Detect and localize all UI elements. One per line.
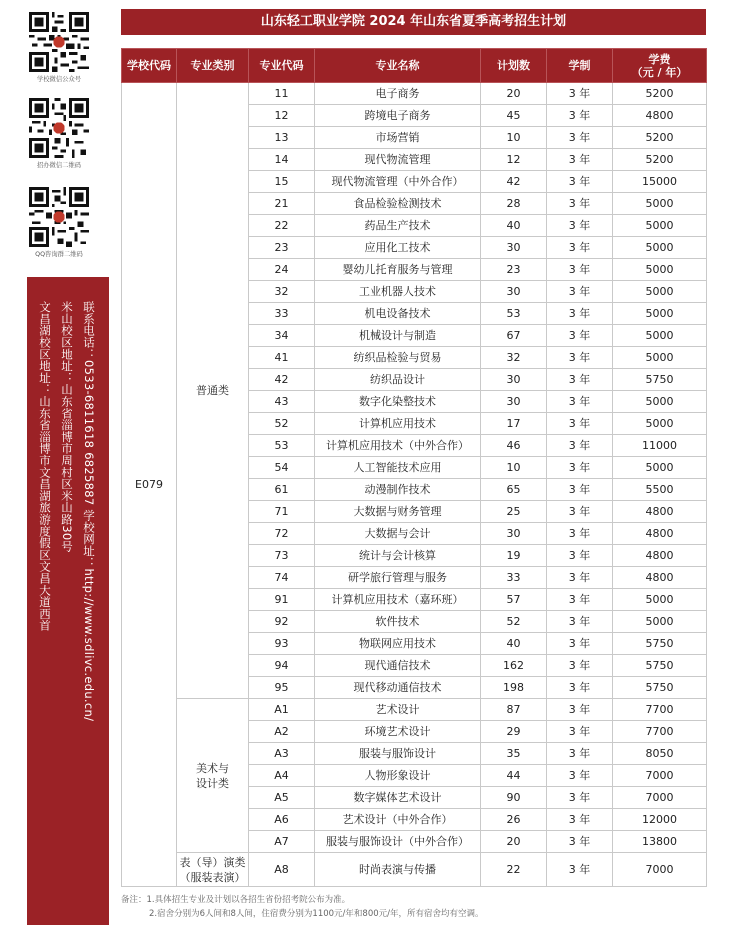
duration-cell: 3 年 xyxy=(547,127,613,149)
tuition-cell: 5000 xyxy=(613,237,707,259)
duration-cell: 3 年 xyxy=(547,655,613,677)
qr-wechat-official xyxy=(28,12,90,84)
major-name-cell: 软件技术 xyxy=(315,611,481,633)
major-name-cell: 婴幼儿托育服务与管理 xyxy=(315,259,481,281)
major-name-cell: 大数据与财务管理 xyxy=(315,501,481,523)
qr-qq-group xyxy=(28,187,90,259)
header-duration: 学制 xyxy=(547,49,613,83)
contact-banner xyxy=(27,277,109,925)
duration-cell: 3 年 xyxy=(547,721,613,743)
duration-cell: 3 年 xyxy=(547,325,613,347)
tuition-cell: 5200 xyxy=(613,83,707,105)
plan-count-cell: 20 xyxy=(481,83,547,105)
duration-cell: 3 年 xyxy=(547,479,613,501)
major-name-cell: 跨境电子商务 xyxy=(315,105,481,127)
plan-count-cell: 198 xyxy=(481,677,547,699)
tuition-cell: 5000 xyxy=(613,325,707,347)
category-cell: 普通类 xyxy=(177,83,249,699)
table-row xyxy=(122,83,707,105)
major-code-cell: 92 xyxy=(249,611,315,633)
plan-count-cell: 22 xyxy=(481,853,547,887)
major-name-cell: 数字媒体艺术设计 xyxy=(315,787,481,809)
major-name-cell: 时尚表演与传播 xyxy=(315,853,481,887)
tuition-cell: 5750 xyxy=(613,369,707,391)
note-1: 备注：1.具体招生专业及计划以各招生省份招考院公布为准。 xyxy=(121,895,351,905)
plan-count-cell: 28 xyxy=(481,193,547,215)
qr-caption: QQ咨询群二维码 xyxy=(35,250,83,258)
tuition-cell: 5200 xyxy=(613,127,707,149)
plan-count-cell: 20 xyxy=(481,831,547,853)
duration-cell: 3 年 xyxy=(547,853,613,887)
major-code-cell: 22 xyxy=(249,215,315,237)
tuition-cell: 5200 xyxy=(613,149,707,171)
plan-count-cell: 44 xyxy=(481,765,547,787)
major-name-cell: 研学旅行管理与服务 xyxy=(315,567,481,589)
left-sidebar xyxy=(0,0,118,929)
major-code-cell: A6 xyxy=(249,809,315,831)
major-name-cell: 现代通信技术 xyxy=(315,655,481,677)
plan-count-cell: 57 xyxy=(481,589,547,611)
duration-cell: 3 年 xyxy=(547,809,613,831)
major-name-cell: 现代移动通信技术 xyxy=(315,677,481,699)
major-code-cell: 33 xyxy=(249,303,315,325)
major-code-cell: 72 xyxy=(249,523,315,545)
duration-cell: 3 年 xyxy=(547,303,613,325)
major-name-cell: 机械设计与制造 xyxy=(315,325,481,347)
plan-count-cell: 32 xyxy=(481,347,547,369)
major-code-cell: 93 xyxy=(249,633,315,655)
major-name-cell: 纺织品检验与贸易 xyxy=(315,347,481,369)
duration-cell: 3 年 xyxy=(547,237,613,259)
qr-caption: 学校微信公众号 xyxy=(36,75,82,83)
tuition-cell: 5000 xyxy=(613,457,707,479)
plan-count-cell: 30 xyxy=(481,391,547,413)
major-code-cell: 43 xyxy=(249,391,315,413)
major-code-cell: 41 xyxy=(249,347,315,369)
duration-cell: 3 年 xyxy=(547,633,613,655)
major-code-cell: A7 xyxy=(249,831,315,853)
major-name-cell: 艺术设计 xyxy=(315,699,481,721)
duration-cell: 3 年 xyxy=(547,435,613,457)
duration-cell: 3 年 xyxy=(547,369,613,391)
plan-count-cell: 90 xyxy=(481,787,547,809)
plan-count-cell: 19 xyxy=(481,545,547,567)
major-name-cell: 机电设备技术 xyxy=(315,303,481,325)
duration-cell: 3 年 xyxy=(547,171,613,193)
plan-count-cell: 53 xyxy=(481,303,547,325)
major-name-cell: 统计与会计核算 xyxy=(315,545,481,567)
enrollment-plan-table xyxy=(121,48,707,887)
tuition-cell: 11000 xyxy=(613,435,707,457)
tuition-cell: 13800 xyxy=(613,831,707,853)
major-code-cell: 54 xyxy=(249,457,315,479)
tuition-cell: 5000 xyxy=(613,303,707,325)
category-cell: 表（导）演类 （服装表演） xyxy=(177,853,249,887)
plan-count-cell: 40 xyxy=(481,633,547,655)
plan-count-cell: 87 xyxy=(481,699,547,721)
major-code-cell: 32 xyxy=(249,281,315,303)
plan-count-cell: 10 xyxy=(481,457,547,479)
tuition-cell: 5000 xyxy=(613,611,707,633)
major-code-cell: 42 xyxy=(249,369,315,391)
plan-count-cell: 12 xyxy=(481,149,547,171)
plan-count-cell: 29 xyxy=(481,721,547,743)
plan-count-cell: 45 xyxy=(481,105,547,127)
duration-cell: 3 年 xyxy=(547,677,613,699)
tuition-cell: 4800 xyxy=(613,545,707,567)
table-body xyxy=(122,83,707,887)
tuition-cell: 5000 xyxy=(613,347,707,369)
tuition-cell: 5000 xyxy=(613,259,707,281)
duration-cell: 3 年 xyxy=(547,589,613,611)
major-name-cell: 动漫制作技术 xyxy=(315,479,481,501)
major-code-cell: A5 xyxy=(249,787,315,809)
wenchanghu-campus-address: 文昌湖校区地址：山东省淄博市文昌湖旅游度假区文昌大道西首 xyxy=(38,301,52,632)
qr-code-icon[interactable] xyxy=(29,12,89,72)
plan-count-cell: 42 xyxy=(481,171,547,193)
major-name-cell: 市场营销 xyxy=(315,127,481,149)
table-header-row xyxy=(122,49,707,83)
plan-count-cell: 30 xyxy=(481,281,547,303)
tuition-cell: 7700 xyxy=(613,721,707,743)
plan-count-cell: 17 xyxy=(481,413,547,435)
major-name-cell: 现代物流管理（中外合作） xyxy=(315,171,481,193)
duration-cell: 3 年 xyxy=(547,83,613,105)
major-code-cell: 21 xyxy=(249,193,315,215)
tuition-cell: 8050 xyxy=(613,743,707,765)
plan-count-cell: 40 xyxy=(481,215,547,237)
duration-cell: 3 年 xyxy=(547,787,613,809)
major-code-cell: 34 xyxy=(249,325,315,347)
duration-cell: 3 年 xyxy=(547,347,613,369)
tuition-cell: 5750 xyxy=(613,633,707,655)
major-code-cell: 15 xyxy=(249,171,315,193)
major-code-cell: 74 xyxy=(249,567,315,589)
table-row xyxy=(122,853,707,887)
major-name-cell: 环境艺术设计 xyxy=(315,721,481,743)
duration-cell: 3 年 xyxy=(547,149,613,171)
major-code-cell: 12 xyxy=(249,105,315,127)
tuition-cell: 5000 xyxy=(613,193,707,215)
major-code-cell: 23 xyxy=(249,237,315,259)
plan-count-cell: 52 xyxy=(481,611,547,633)
tuition-cell: 12000 xyxy=(613,809,707,831)
category-cell: 美术与 设计类 xyxy=(177,699,249,853)
major-code-cell: 13 xyxy=(249,127,315,149)
major-code-cell: 91 xyxy=(249,589,315,611)
tuition-cell: 5000 xyxy=(613,391,707,413)
duration-cell: 3 年 xyxy=(547,215,613,237)
major-code-cell: 71 xyxy=(249,501,315,523)
plan-count-cell: 162 xyxy=(481,655,547,677)
major-name-cell: 药品生产技术 xyxy=(315,215,481,237)
major-code-cell: A2 xyxy=(249,721,315,743)
tuition-cell: 4800 xyxy=(613,501,707,523)
major-code-cell: 53 xyxy=(249,435,315,457)
tuition-cell: 5750 xyxy=(613,655,707,677)
header-category: 专业类别 xyxy=(177,49,249,83)
tuition-cell: 7000 xyxy=(613,853,707,887)
tuition-cell: 5750 xyxy=(613,677,707,699)
duration-cell: 3 年 xyxy=(547,105,613,127)
major-name-cell: 艺术设计（中外合作） xyxy=(315,809,481,831)
tuition-cell: 15000 xyxy=(613,171,707,193)
major-code-cell: 73 xyxy=(249,545,315,567)
tuition-cell: 5000 xyxy=(613,413,707,435)
major-code-cell: 95 xyxy=(249,677,315,699)
major-name-cell: 应用化工技术 xyxy=(315,237,481,259)
duration-cell: 3 年 xyxy=(547,457,613,479)
plan-count-cell: 46 xyxy=(481,435,547,457)
major-name-cell: 纺织品设计 xyxy=(315,369,481,391)
header-plan-count: 计划数 xyxy=(481,49,547,83)
major-code-cell: 61 xyxy=(249,479,315,501)
tuition-cell: 5000 xyxy=(613,281,707,303)
major-code-cell: 14 xyxy=(249,149,315,171)
duration-cell: 3 年 xyxy=(547,501,613,523)
header-major-code: 专业代码 xyxy=(249,49,315,83)
duration-cell: 3 年 xyxy=(547,611,613,633)
major-code-cell: A1 xyxy=(249,699,315,721)
header-major-name: 专业名称 xyxy=(315,49,481,83)
qr-admissions-wechat xyxy=(28,98,90,170)
duration-cell: 3 年 xyxy=(547,831,613,853)
plan-count-cell: 30 xyxy=(481,369,547,391)
major-name-cell: 电子商务 xyxy=(315,83,481,105)
plan-count-cell: 30 xyxy=(481,523,547,545)
duration-cell: 3 年 xyxy=(547,523,613,545)
tuition-cell: 7000 xyxy=(613,787,707,809)
plan-count-cell: 30 xyxy=(481,237,547,259)
duration-cell: 3 年 xyxy=(547,391,613,413)
tuition-cell: 5000 xyxy=(613,215,707,237)
tuition-cell: 4800 xyxy=(613,105,707,127)
major-code-cell: 11 xyxy=(249,83,315,105)
major-name-cell: 计算机应用技术（嘉环班） xyxy=(315,589,481,611)
major-code-cell: 94 xyxy=(249,655,315,677)
tuition-cell: 7700 xyxy=(613,699,707,721)
contact-phone-website: 联系电话：0533-6811618 6825887 学校网址：http://www.sdlivc.edu.cn/ xyxy=(82,301,96,722)
major-name-cell: 食品检验检测技术 xyxy=(315,193,481,215)
major-name-cell: 服装与服饰设计（中外合作） xyxy=(315,831,481,853)
major-name-cell: 计算机应用技术（中外合作） xyxy=(315,435,481,457)
plan-count-cell: 67 xyxy=(481,325,547,347)
plan-count-cell: 10 xyxy=(481,127,547,149)
tuition-cell: 4800 xyxy=(613,567,707,589)
page-title: 山东轻工职业学院 2024 年山东省夏季高考招生计划 xyxy=(121,9,706,35)
plan-count-cell: 23 xyxy=(481,259,547,281)
duration-cell: 3 年 xyxy=(547,259,613,281)
qr-caption: 招办微信二维码 xyxy=(36,161,82,169)
plan-count-cell: 26 xyxy=(481,809,547,831)
major-code-cell: 24 xyxy=(249,259,315,281)
major-name-cell: 大数据与会计 xyxy=(315,523,481,545)
plan-count-cell: 35 xyxy=(481,743,547,765)
major-name-cell: 服装与服饰设计 xyxy=(315,743,481,765)
plan-count-cell: 65 xyxy=(481,479,547,501)
duration-cell: 3 年 xyxy=(547,413,613,435)
major-name-cell: 计算机应用技术 xyxy=(315,413,481,435)
major-name-cell: 物联网应用技术 xyxy=(315,633,481,655)
major-name-cell: 工业机器人技术 xyxy=(315,281,481,303)
major-code-cell: A8 xyxy=(249,853,315,887)
qr-code-icon[interactable] xyxy=(29,187,89,247)
table-row xyxy=(122,699,707,721)
major-code-cell: A3 xyxy=(249,743,315,765)
mishan-campus-address: 米山校区地址：山东省淄博市周村区米山路30号 xyxy=(60,301,74,553)
duration-cell: 3 年 xyxy=(547,743,613,765)
tuition-cell: 4800 xyxy=(613,523,707,545)
header-school-code: 学校代码 xyxy=(122,49,177,83)
school-code-cell: E079 xyxy=(122,83,177,887)
tuition-cell: 5500 xyxy=(613,479,707,501)
header-tuition: 学费 （元 / 年） xyxy=(613,49,707,83)
duration-cell: 3 年 xyxy=(547,699,613,721)
major-name-cell: 数字化染整技术 xyxy=(315,391,481,413)
plan-count-cell: 33 xyxy=(481,567,547,589)
duration-cell: 3 年 xyxy=(547,281,613,303)
tuition-cell: 7000 xyxy=(613,765,707,787)
duration-cell: 3 年 xyxy=(547,765,613,787)
major-name-cell: 现代物流管理 xyxy=(315,149,481,171)
note-2: 2.宿舍分别为6人间和8人间，住宿费分别为1100元/年和800元/年，所有宿舍均有空调。 xyxy=(149,909,484,919)
major-name-cell: 人工智能技术应用 xyxy=(315,457,481,479)
duration-cell: 3 年 xyxy=(547,193,613,215)
duration-cell: 3 年 xyxy=(547,567,613,589)
duration-cell: 3 年 xyxy=(547,545,613,567)
tuition-cell: 5000 xyxy=(613,589,707,611)
major-code-cell: A4 xyxy=(249,765,315,787)
major-name-cell: 人物形象设计 xyxy=(315,765,481,787)
notes xyxy=(121,893,721,921)
major-code-cell: 52 xyxy=(249,413,315,435)
qr-code-icon[interactable] xyxy=(29,98,89,158)
plan-count-cell: 25 xyxy=(481,501,547,523)
